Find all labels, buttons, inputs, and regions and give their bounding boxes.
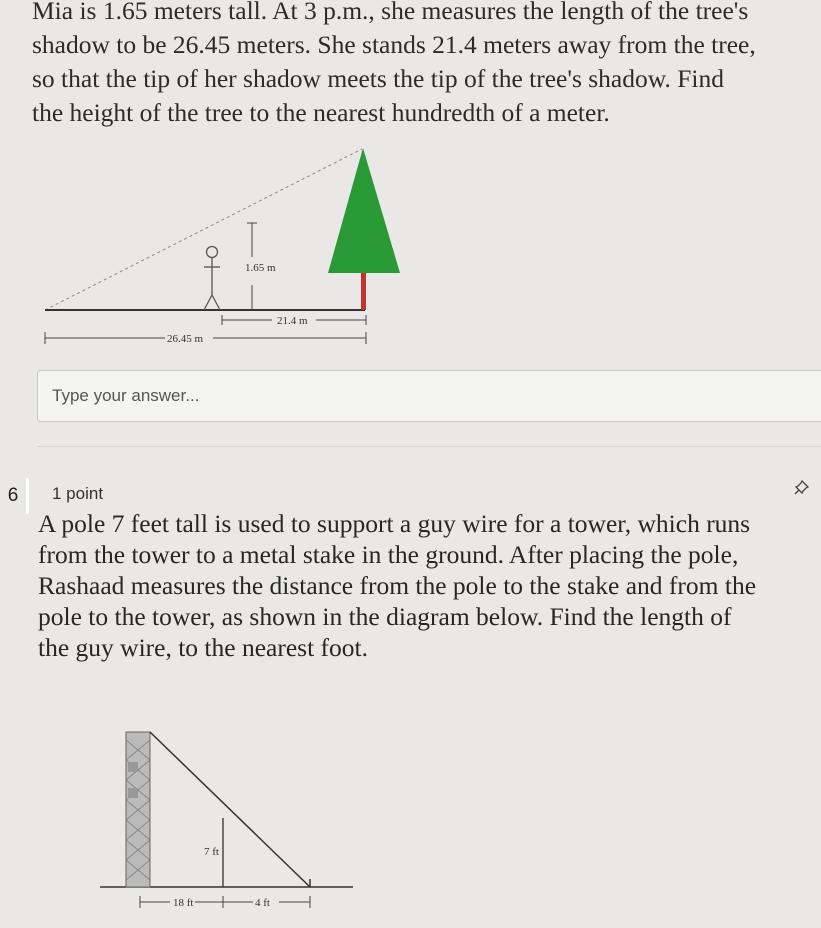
guy-wire-diagram	[95, 720, 360, 910]
tower-pole-distance-label: 18 ft	[173, 897, 194, 909]
tree-shadow-diagram	[40, 145, 420, 360]
tree-trunk	[361, 273, 366, 310]
person-height-label: 1.65 m	[245, 262, 276, 274]
question-6-text: A pole 7 feet tall is used to support a guy wire for a tower, which runs from the tower to a metal stake in the ground. After placing the pole, Rashaad measures the distance from the pole to the stake and from the pole to the tower, as shown in the diagram below. Find the length of the guy wire, to the nearest foot.	[38, 509, 757, 662]
question-divider	[37, 446, 821, 447]
tree-icon	[328, 148, 400, 273]
person-icon	[204, 247, 220, 311]
pin-icon[interactable]	[793, 478, 813, 498]
question-number: 6	[0, 478, 29, 514]
question-5-text: Mia is 1.65 meters tall. At 3 p.m., she measures the length of the tree's shadow to be 26.45 meters. She stands 21.4 meters away from the tree, so that the tip of her shadow meets the tip of the tree's shadow. Find the height of the tree to the nearest hundredth of a meter.	[32, 0, 756, 127]
guy-wire-line	[150, 732, 310, 887]
sun-ray-line	[45, 149, 362, 310]
answer-input[interactable]	[38, 371, 821, 421]
distance-person-tree-label: 21.4 m	[277, 315, 308, 327]
total-shadow-label: 26.45 m	[167, 333, 204, 345]
tower-icon	[126, 732, 150, 887]
pole-stake-distance-label: 4 ft	[255, 897, 270, 909]
answer-input-container[interactable]	[37, 370, 821, 422]
points-label: 1 point	[52, 484, 104, 503]
pole-height-label: 7 ft	[204, 846, 219, 858]
